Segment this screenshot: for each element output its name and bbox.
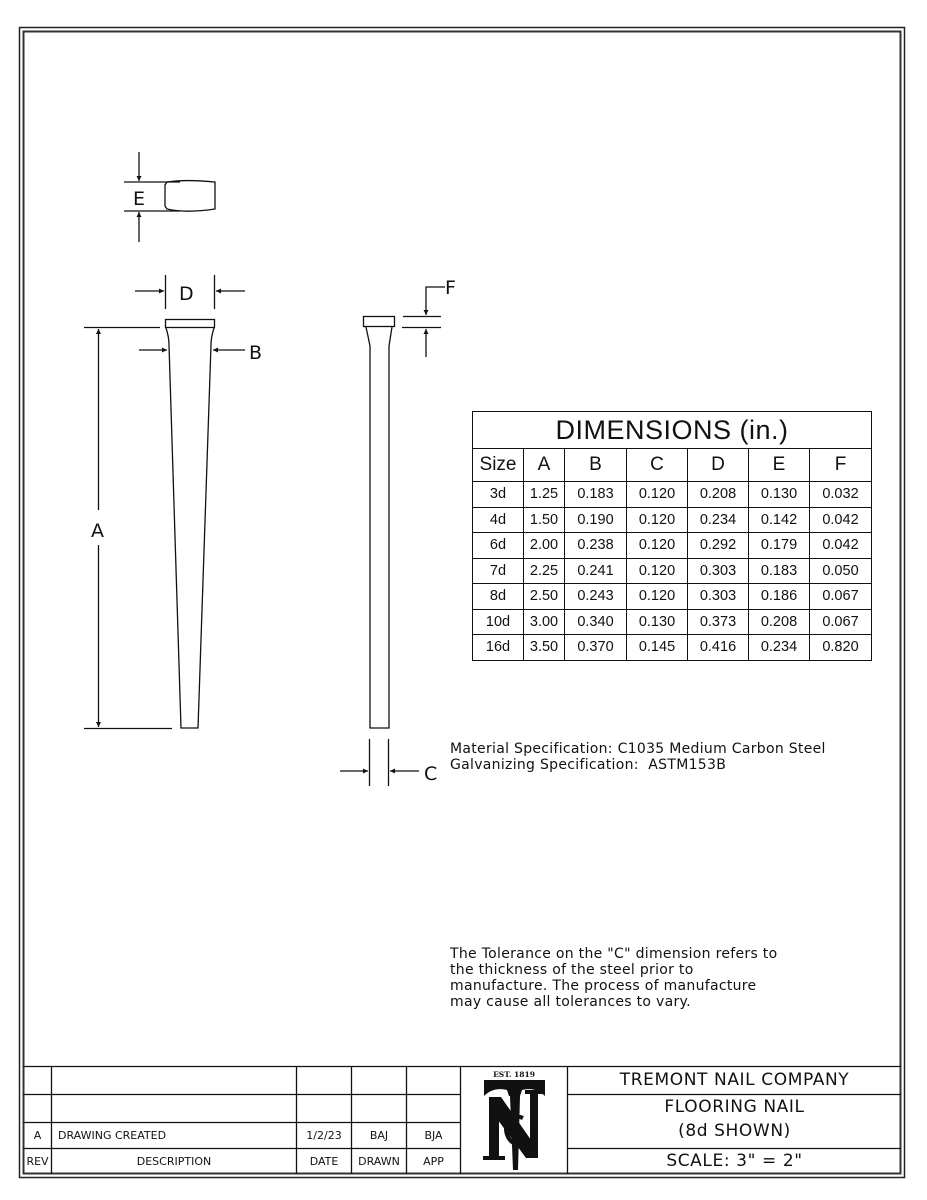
drawing-scale: SCALE: 3" = 2" (666, 1151, 803, 1171)
cell-c: 0.145 (627, 635, 688, 661)
cell-b: 0.238 (565, 533, 627, 559)
cell-a: 3.00 (524, 609, 565, 635)
table-row (473, 482, 872, 508)
cell-a: 3.50 (524, 635, 565, 661)
cell-size: 4d (473, 507, 524, 533)
cell-e: 0.183 (749, 558, 810, 584)
cell-f: 0.820 (810, 635, 872, 661)
revision-drawn: BAJ (369, 1129, 389, 1142)
cell-d: 0.292 (688, 533, 749, 559)
table-row (473, 635, 872, 661)
column-header-c: C (627, 449, 688, 482)
cell-size: 7d (473, 558, 524, 584)
header-app: APP (423, 1155, 444, 1168)
header-date: DATE (309, 1155, 339, 1168)
column-header-f: F (810, 449, 872, 482)
cell-e: 0.142 (749, 507, 810, 533)
tolerance-note-line: may cause all tolerances to vary. (450, 994, 691, 1010)
cell-size: 10d (473, 609, 524, 635)
cell-b: 0.340 (565, 609, 627, 635)
revision-description: DRAWING CREATED (58, 1129, 167, 1142)
cell-d: 0.303 (688, 558, 749, 584)
table-header-row (473, 449, 872, 482)
table-row (473, 533, 872, 559)
header-drawn: DRAWN (358, 1155, 400, 1168)
cell-f: 0.042 (810, 533, 872, 559)
cell-d: 0.234 (688, 507, 749, 533)
cell-f: 0.067 (810, 609, 872, 635)
revision-rev: A (33, 1129, 42, 1142)
cell-size: 16d (473, 635, 524, 661)
logo-est-text: EST. 1819 (493, 1070, 535, 1079)
cell-a: 2.25 (524, 558, 565, 584)
cell-a: 2.50 (524, 584, 565, 610)
cell-size: 6d (473, 533, 524, 559)
cell-d: 0.373 (688, 609, 749, 635)
cell-b: 0.241 (565, 558, 627, 584)
cell-c: 0.130 (627, 609, 688, 635)
cell-e: 0.234 (749, 635, 810, 661)
header-rev: REV (26, 1155, 49, 1168)
cell-d: 0.303 (688, 584, 749, 610)
dimension-label-a: A (91, 520, 104, 542)
company-logo (483, 1070, 545, 1170)
company-name: TREMONT NAIL COMPANY (619, 1070, 850, 1090)
dimensions-table (472, 411, 872, 661)
nail-front-view (84, 275, 245, 729)
cell-b: 0.183 (565, 482, 627, 508)
part-variant: (8d SHOWN) (678, 1121, 791, 1141)
cell-e: 0.179 (749, 533, 810, 559)
cell-e: 0.186 (749, 584, 810, 610)
part-name: FLOORING NAIL (664, 1097, 805, 1117)
tolerance-note-line: manufacture. The process of manufacture (450, 978, 757, 994)
cell-b: 0.370 (565, 635, 627, 661)
cell-size: 3d (473, 482, 524, 508)
cell-e: 0.130 (749, 482, 810, 508)
column-header-a: A (524, 449, 565, 482)
cell-f: 0.050 (810, 558, 872, 584)
cell-f: 0.067 (810, 584, 872, 610)
revision-date: 1/2/23 (306, 1129, 342, 1142)
cell-f: 0.032 (810, 482, 872, 508)
dimension-label-b: B (249, 342, 263, 364)
table-row (473, 558, 872, 584)
cell-d: 0.416 (688, 635, 749, 661)
dimension-label-f: F (445, 277, 456, 299)
cell-c: 0.120 (627, 558, 688, 584)
cell-e: 0.208 (749, 609, 810, 635)
cell-a: 2.00 (524, 533, 565, 559)
cell-b: 0.190 (565, 507, 627, 533)
cell-d: 0.208 (688, 482, 749, 508)
cell-c: 0.120 (627, 533, 688, 559)
material-spec-note: Material Specification: C1035 Medium Carbon Steel (450, 741, 826, 757)
dimension-label-e: E (133, 188, 146, 210)
column-header-d: D (688, 449, 749, 482)
table-row (473, 609, 872, 635)
column-header-e: E (749, 449, 810, 482)
table-row (473, 507, 872, 533)
cell-a: 1.50 (524, 507, 565, 533)
table-row (473, 584, 872, 610)
table-title: DIMENSIONS (in.) (473, 412, 872, 449)
cell-b: 0.243 (565, 584, 627, 610)
revision-app: BJA (424, 1129, 443, 1142)
cell-size: 8d (473, 584, 524, 610)
dimension-label-c: C (424, 763, 438, 785)
cell-f: 0.042 (810, 507, 872, 533)
cell-a: 1.25 (524, 482, 565, 508)
galvanizing-spec-note: Galvanizing Specification: ASTM153B (450, 757, 727, 773)
dimension-label-d: D (179, 283, 194, 305)
nail-side-view (340, 287, 445, 786)
cell-c: 0.120 (627, 507, 688, 533)
column-header-size: Size (473, 449, 524, 482)
column-header-b: B (565, 449, 627, 482)
tolerance-note-line: the thickness of the steel prior to (450, 962, 694, 978)
tolerance-note-line: The Tolerance on the "C" dimension refers to (450, 946, 778, 962)
cell-c: 0.120 (627, 584, 688, 610)
header-description: DESCRIPTION (136, 1155, 212, 1168)
cell-c: 0.120 (627, 482, 688, 508)
